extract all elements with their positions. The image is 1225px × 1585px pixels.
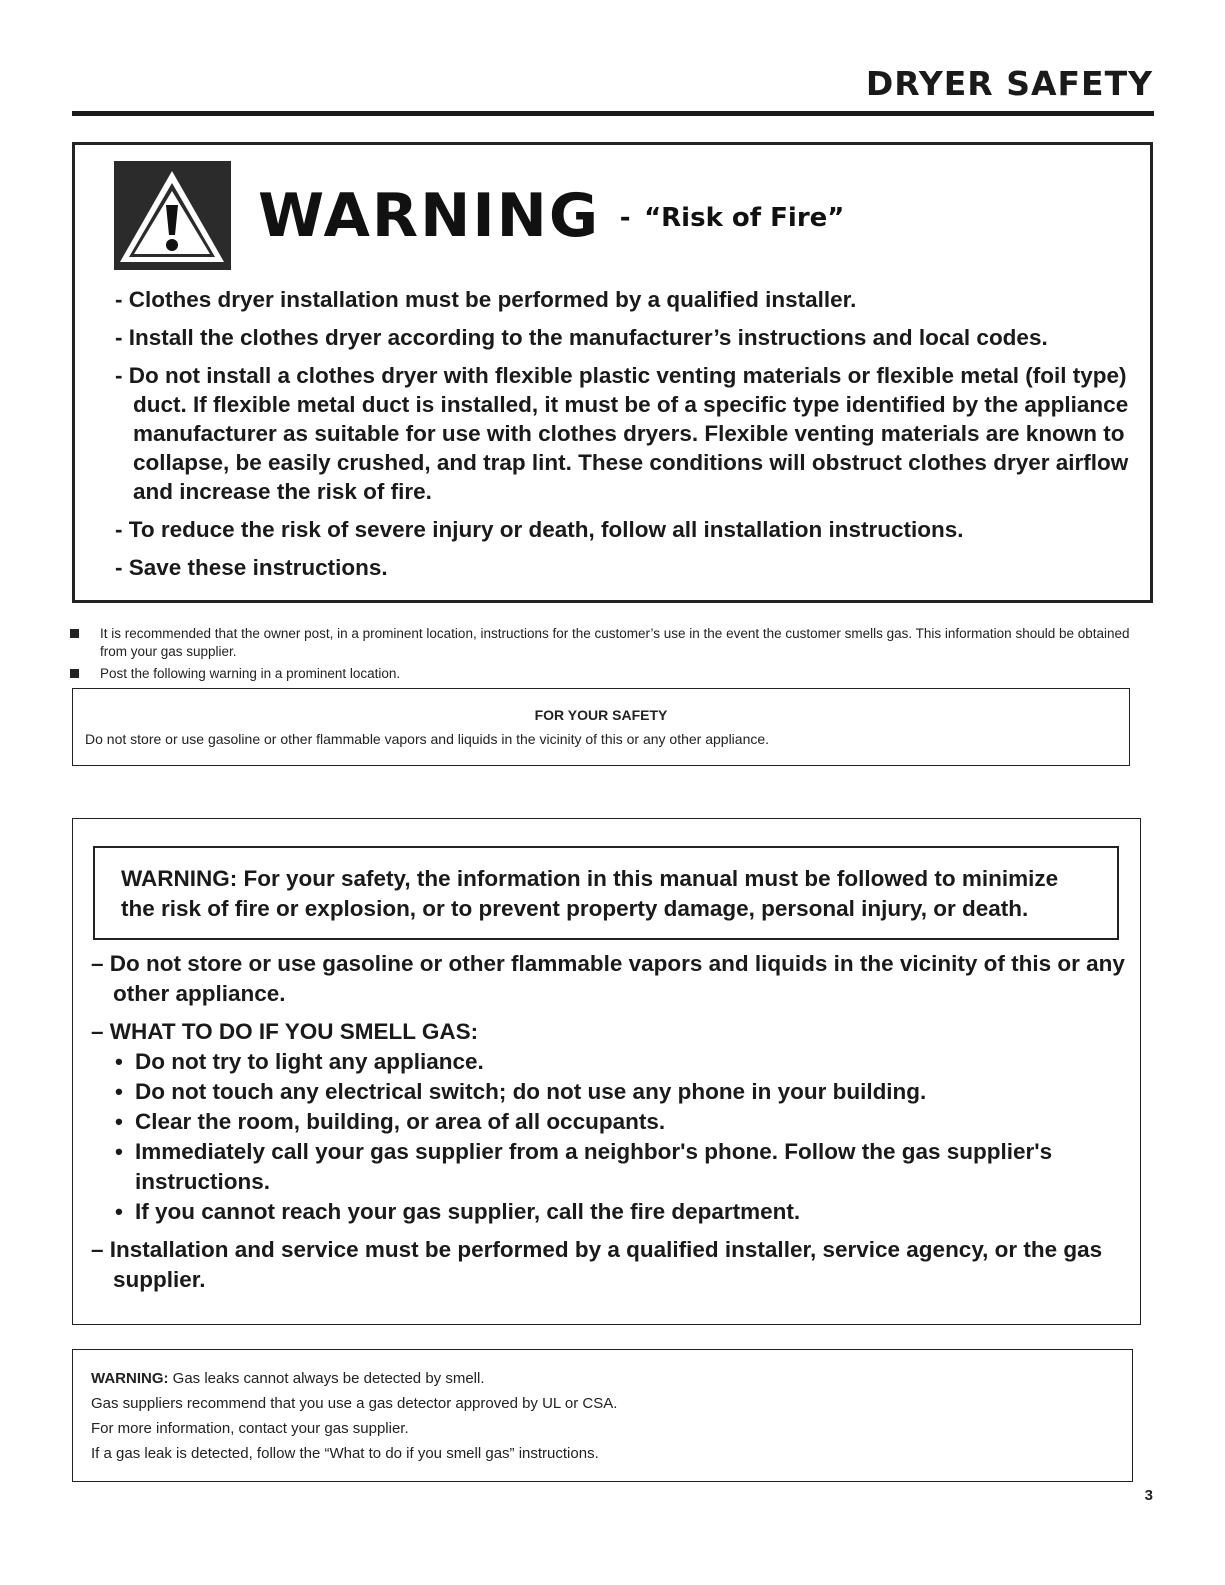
dot-bullet-icon: • (115, 1049, 123, 1074)
list-item: - Save these instructions. (115, 555, 388, 580)
sub-list-item (91, 1197, 1131, 1227)
header-rule (72, 111, 1154, 116)
safety-text: Do not store or use gasoline or other flammable vapors and liquids in the vicinity of this or any other appliance. (85, 731, 770, 747)
sub-item-text: Do not touch any electrical switch; do not use any phone in your building. (135, 1079, 927, 1104)
signal-word: WARNING (258, 181, 601, 251)
warning-triangle-icon (114, 161, 231, 270)
leak-line: Gas suppliers recommend that you use a gas detector approved by UL or CSA. (91, 1395, 618, 1412)
sub-item-text: Clear the room, building, or area of all occupants. (135, 1109, 666, 1134)
leak-line (91, 1366, 1132, 1391)
sub-list-item (91, 1107, 1131, 1137)
sub-item-text: If you cannot reach your gas supplier, call the fire department. (135, 1199, 801, 1224)
page-title: DRYER SAFETY (865, 64, 1153, 103)
note-item (70, 625, 1150, 661)
list-item: – Installation and service must be performed by a qualified installer, service agency, or the gas supplier. (91, 1237, 1103, 1292)
sub-item-text: Immediately call your gas supplier from a neighbor's phone. Follow the gas supplier's instructions. (135, 1139, 1053, 1194)
gas-warning-header (93, 846, 1119, 940)
gas-warning-box (72, 818, 1141, 1325)
dot-bullet-icon: • (115, 1109, 123, 1134)
list-item: – Do not store or use gasoline or other flammable vapors and liquids in the vicinity of this or any other appliance. (91, 951, 1125, 1006)
list-item: - To reduce the risk of severe injury or death, follow all installation instructions. (115, 517, 964, 542)
fire-warning-box (72, 142, 1153, 603)
dot-bullet-icon: • (115, 1079, 123, 1104)
square-bullet-icon (70, 669, 79, 678)
leak-line: If a gas leak is detected, follow the “What to do if you smell gas” instructions. (91, 1445, 599, 1462)
note-text: It is recommended that the owner post, in a prominent location, instructions for the customer’s use in the event the customer smells gas. This information should be obtained from your gas supplier. (100, 626, 1130, 659)
leak-label: WARNING: (91, 1370, 169, 1387)
dot-bullet-icon: • (115, 1199, 123, 1224)
leak-text: Gas leaks cannot always be detected by smell. (172, 1370, 485, 1387)
fire-warning-list (115, 285, 1145, 591)
sub-item-text: Do not try to light any appliance. (135, 1049, 484, 1074)
list-item: - Clothes dryer installation must be performed by a qualified installer. (115, 287, 857, 312)
safety-title: FOR YOUR SAFETY (534, 707, 668, 723)
warning-subtitle: “Risk of Fire” (644, 203, 845, 233)
warning-heading (258, 181, 844, 251)
sub-list-item (91, 1137, 1131, 1197)
sub-list-item (91, 1047, 1131, 1077)
note-item (70, 665, 1150, 683)
gas-warning-header-line: the risk of fire or explosion, or to prevent property damage, personal injury, or death. (121, 896, 1029, 921)
gas-warning-header-line: WARNING: For your safety, the information in this manual must be followed to minimize (121, 866, 1059, 891)
gas-leak-warning-box (72, 1349, 1133, 1482)
list-item: – WHAT TO DO IF YOU SMELL GAS: (91, 1019, 479, 1044)
sub-list-item (91, 1077, 1131, 1107)
page-number: 3 (1144, 1487, 1153, 1504)
warning-dash: - (619, 203, 631, 233)
list-item: - Do not install a clothes dryer with flexible plastic venting materials or flexible metal (foil type) duct. If flexible metal duct is installed, it must be of a specific type identified by the appliance manufacturer as suitable for use with clothes dryers. Flexible venting materials are known to collapse, be easily crushed, and trap lint. These conditions will obstruct clothes dryer airflow and increase the risk of fire. (115, 363, 1129, 504)
gas-warning-list (91, 949, 1131, 1303)
note-text: Post the following warning in a prominent location. (100, 666, 401, 681)
dot-bullet-icon: • (115, 1139, 123, 1164)
notes-list (70, 625, 1150, 687)
square-bullet-icon (70, 629, 79, 638)
for-your-safety-box (72, 688, 1130, 766)
list-item: - Install the clothes dryer according to the manufacturer’s instructions and local codes. (115, 325, 1048, 350)
leak-line: For more information, contact your gas supplier. (91, 1420, 409, 1437)
